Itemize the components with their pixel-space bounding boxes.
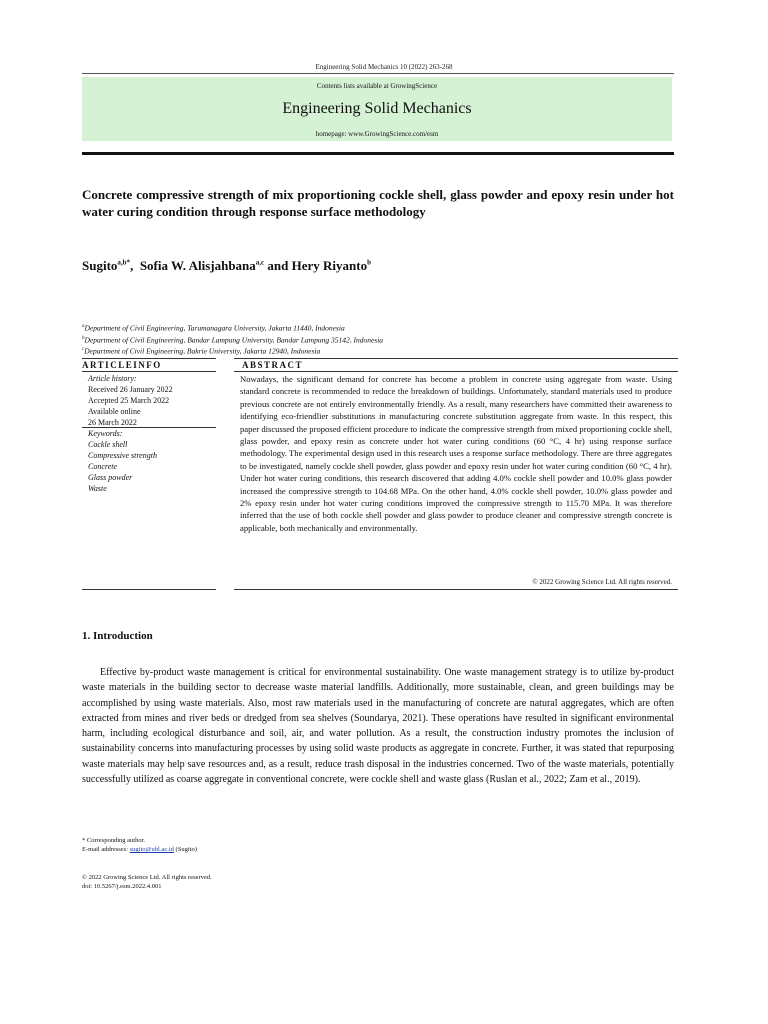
affiliation-line	[82, 334, 383, 346]
corresponding-author-note: * Corresponding author.	[82, 837, 146, 844]
introduction-text: Effective by-product waste management is critical for environmental sustainability. One waste management strategy is to utilize by-product waste materials in the building sector to decrease waste material landfills. Additionally, more sustainable, clean, and green buildings may be accomplished by using waste materials. Also, most raw materials used in the manufacturing of concrete are natural aggregates, which are often extracted from mines and river beds or dredged from sea shelves (Soundarya, 2021). These operations have resulted in significant environmental harm, including ecological disturbance and soil, air, and water pollution. As a result, the construction industry promotes the inclusion of sustainability concerns into manufacturing processes by using solid waste products as aggregate in concrete. Further, it was stated that repurposing waste materials may help save resources and, as a result, reduce trash disposal in the industries concerned. Two of the waste materials, potentially successfully utilized as coarse aggregate in conventional concrete, were cockle shell and waste glass (Ruslan et al., 2022; Zam et al., 2019).	[82, 667, 674, 786]
affiliation-line	[82, 322, 383, 334]
affiliation-sup: c	[82, 347, 85, 352]
footer-doi[interactable]: doi: 10.5267/j.esm.2022.4.001	[82, 883, 162, 890]
keyword-item: Compressive strength	[88, 451, 157, 460]
affiliation-text: Department of Civil Engineering, Bandar Lampung University, Bandar Lampung 35142, Indonesia	[84, 335, 384, 344]
journal-citation: Engineering Solid Mechanics 10 (2022) 263-268	[315, 63, 453, 71]
keyword-item: Concrete	[88, 462, 118, 471]
author-affil-sup: a,b*	[117, 258, 131, 267]
top-divider	[82, 73, 674, 74]
keyword-item: Waste	[88, 484, 107, 493]
article-info-heading: ARTICLEINFO	[82, 358, 216, 372]
available-online-label: Available online	[88, 407, 141, 416]
available-online-date: 26 March 2022	[88, 418, 137, 427]
abstract-bottom-divider	[234, 589, 678, 590]
page-footer	[82, 873, 212, 891]
author-name[interactable]: Hery Riyanto	[291, 258, 368, 273]
email-suffix: (Sugito)	[173, 846, 197, 853]
keywords-label: Keywords:	[88, 429, 123, 438]
abstract-heading: ABSTRACT	[234, 358, 678, 372]
author-list	[82, 258, 371, 274]
corresponding-footnote	[82, 836, 197, 854]
contents-available-line: Contents lists available at GrowingScience	[316, 82, 438, 90]
affiliation-line	[82, 345, 383, 357]
email-line	[82, 845, 197, 854]
affiliation-text: Department of Civil Engineering, Tarumanagara University, Jakarta 11440, Indonesia	[84, 323, 345, 333]
affiliations	[82, 322, 383, 357]
header-thick-divider	[82, 152, 674, 155]
author-name[interactable]: Sofia W. Alisjahbana	[139, 258, 256, 273]
introduction-heading: 1. Introduction	[82, 630, 153, 642]
history-label: Article history:	[88, 374, 137, 383]
author-separator: ,	[130, 258, 140, 273]
article-info-bottom-divider	[82, 589, 216, 590]
paper-title: Concrete compressive strength of mix proportioning cockle shell, glass powder and epoxy resin under hot water curing condition through response surface methodology	[82, 187, 674, 219]
abstract-copyright: © 2022 Growing Science Ltd. All rights reserved.	[532, 578, 672, 586]
accepted-date: Accepted 25 March 2022	[88, 396, 170, 405]
journal-homepage[interactable]: homepage: www.GrowingScience.com/esm	[315, 130, 439, 138]
author-name[interactable]: Sugito	[82, 258, 118, 273]
email-link[interactable]: sugito@ubl.ac.id	[129, 846, 174, 853]
author-affil-sup: b	[367, 258, 371, 267]
email-label: E-mail addresses:	[82, 846, 130, 853]
journal-banner	[82, 77, 672, 141]
author-affil-sup: a,c	[255, 258, 265, 267]
keywords-block	[88, 428, 157, 494]
journal-title: Engineering Solid Mechanics	[282, 100, 472, 117]
affiliation-text: Department of Civil Engineering, Bakrie University, Jakarta 12940, Indonesia	[84, 346, 321, 356]
keyword-item: Cockle shell	[88, 440, 128, 449]
affiliation-sup: a	[82, 324, 85, 329]
keyword-item: Glass powder	[88, 473, 133, 482]
abstract-text: Nowadays, the significant demand for concrete has become a problem in concrete using aggregate from waste. Using standard concrete is recommended to reduce the breakdown of buildings. Unfortunately, standard materials used to produce previous concrete are not entirely environmentally friendly. As a result, many researchers have committed their awareness to identifying eco-friendlier substitutions in manufacturing concrete substitution aggregate from waste. In this respect, this paper discussed the proposed efficient procedure to indicate the compressive strength from mixed proportioning cockle shell, glass powder, and epoxy resin as concrete under hot water curing conditions (60 °C, 4 hr) using response surface methodology. The experimental design used in this research uses a response surface methodology. There are three aggregates to be investigated, namely cockle shell powder, glass powder and epoxy resin under hot water curing condition (60 °C, 4 hr). Under hot water curing conditions, this research discovered that adding 4.0% cockle shell powder and 10.0% glass powder increased the compressive strength to 104.68 MPa. On the other hand, 4.0% cockle shell powder, 10.0% glass powder and 2% epoxy resin under hot water curing conditions improved the compressive strength to 115.70 MPa. It was therefore inferred that the use of both cockle shell powder and glass powder to produce cleaner and compressive strength concrete is applicable, both mechanically and environmentally.	[240, 374, 672, 533]
received-date: Received 26 January 2022	[88, 385, 173, 394]
footer-copyright: © 2022 Growing Science Ltd. All rights reserved.	[82, 874, 212, 881]
article-history	[88, 373, 173, 428]
affiliation-sup: b	[82, 335, 85, 341]
author-separator: and	[264, 258, 292, 273]
